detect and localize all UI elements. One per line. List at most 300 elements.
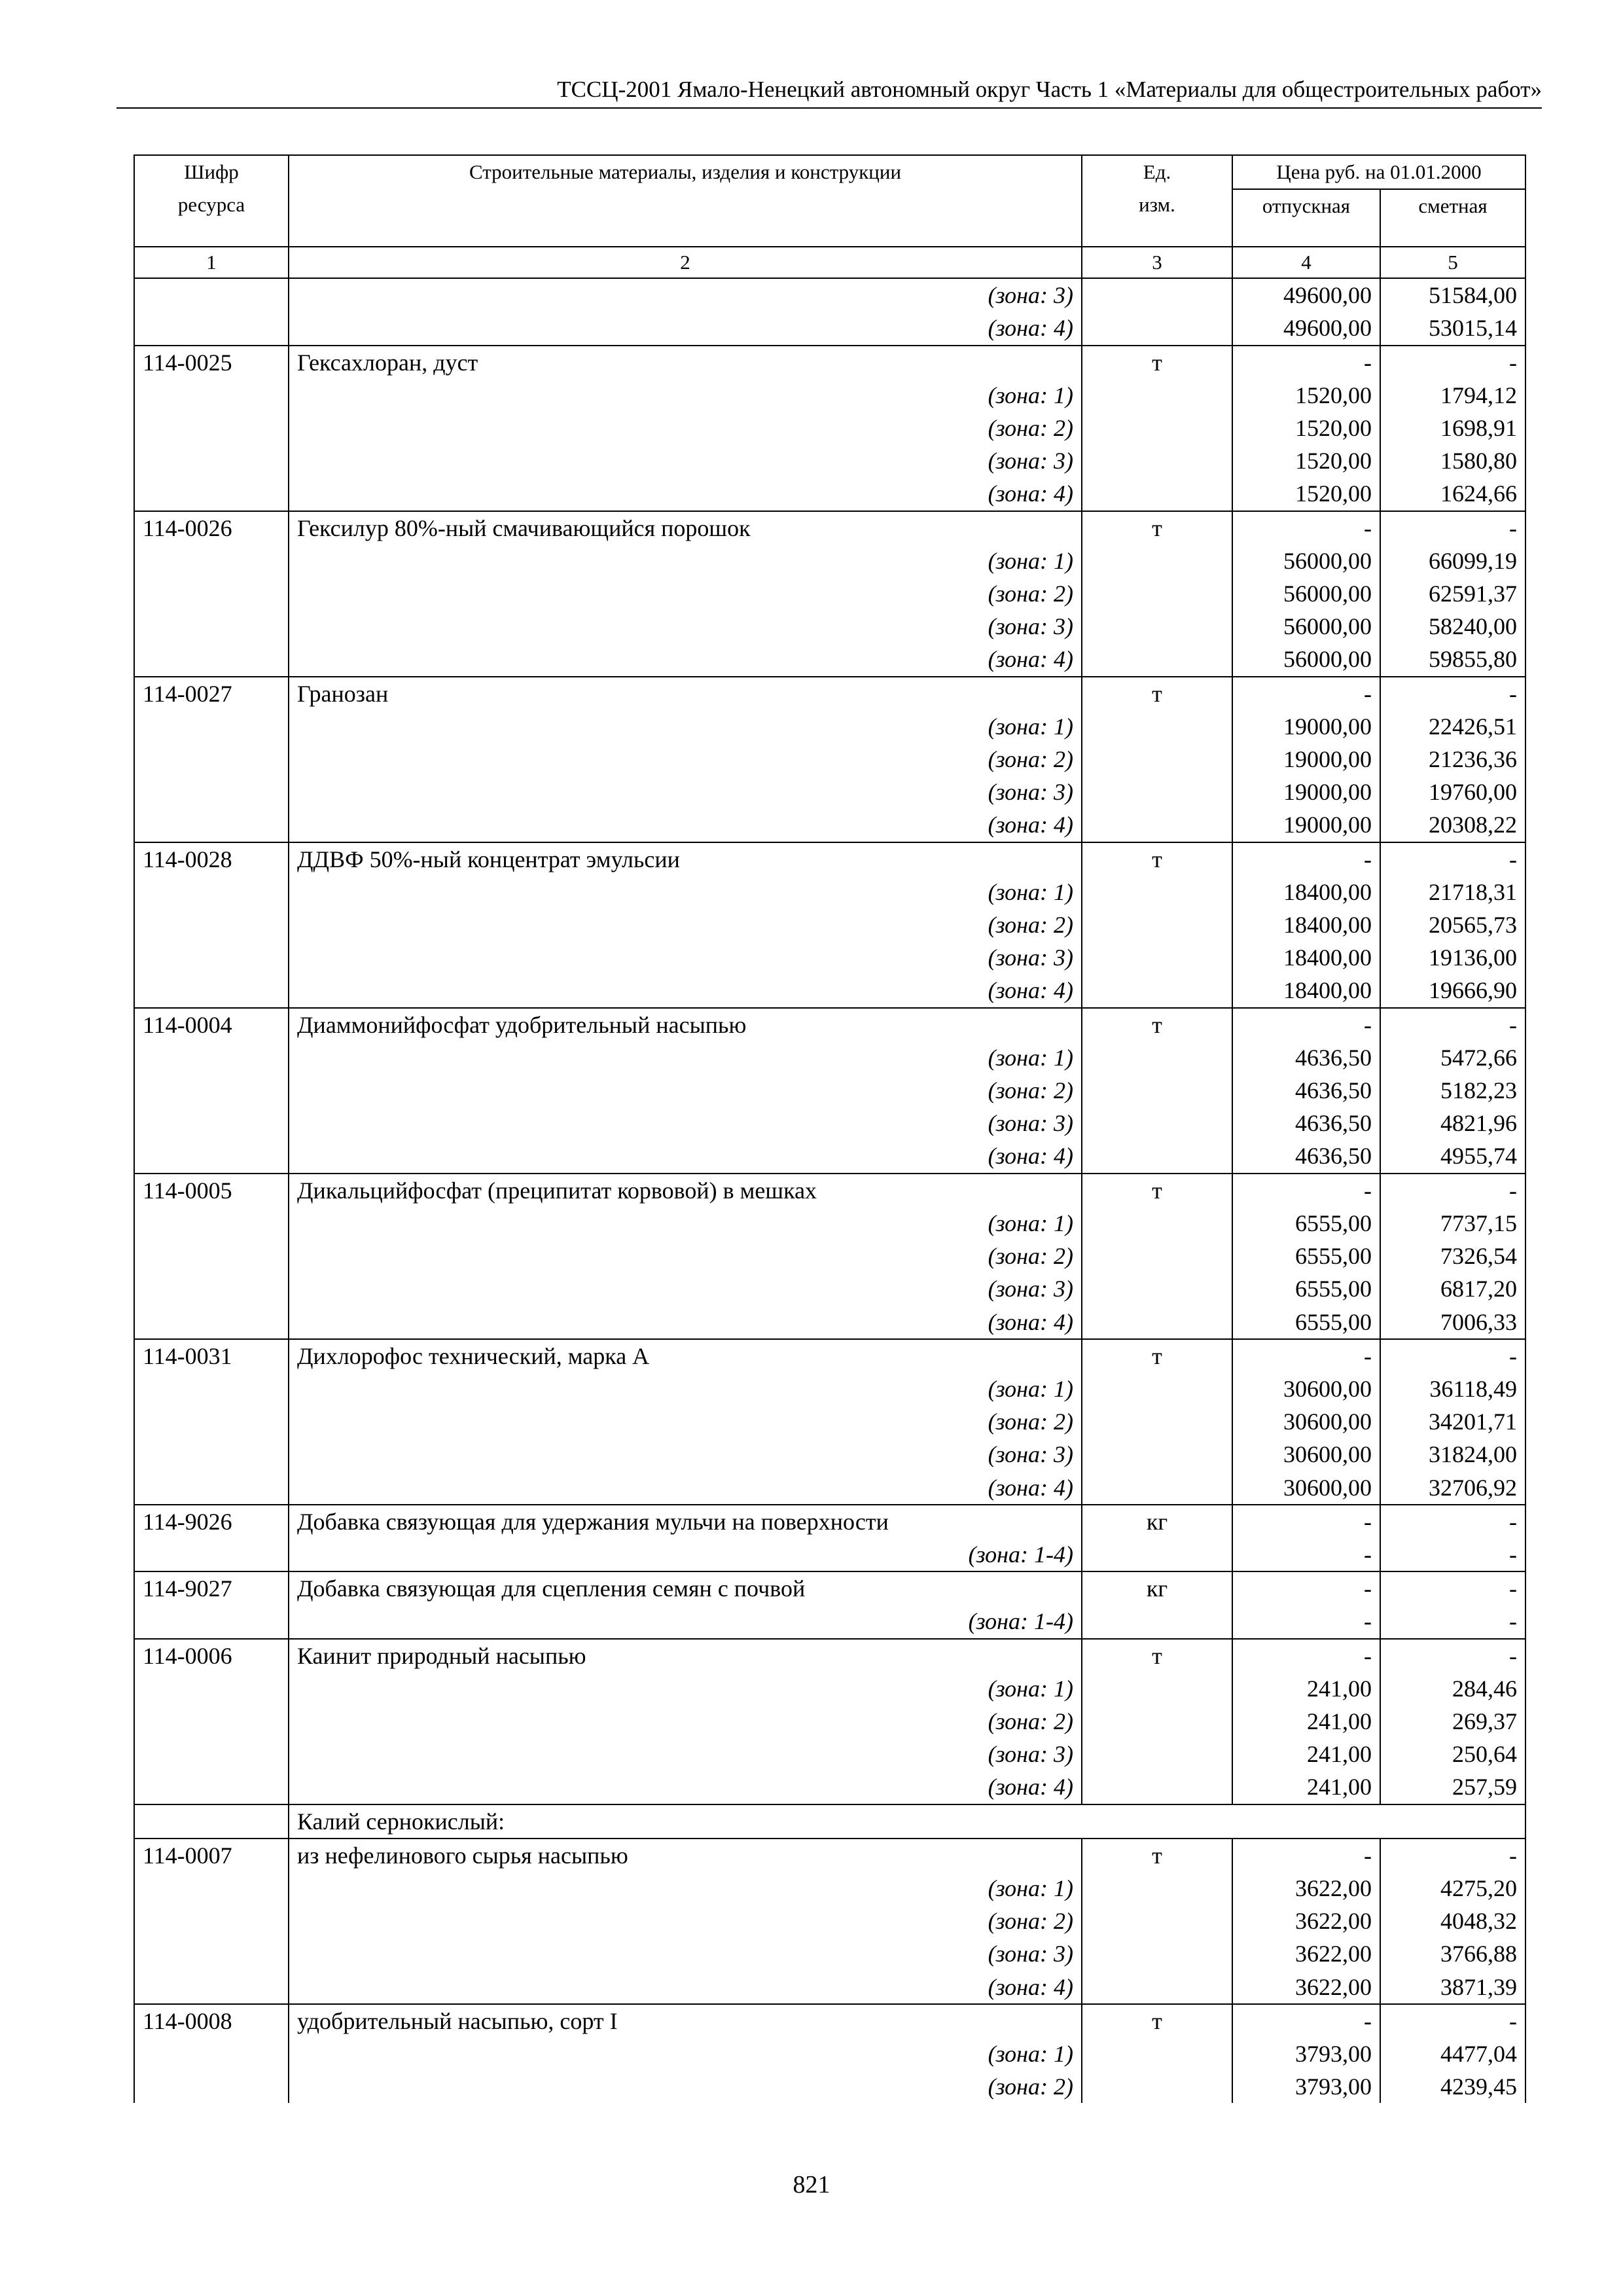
cell-code: 114-0008 [134,2004,289,2037]
table-row [134,412,1525,444]
cell-estimate-price: 4821,96 [1380,1107,1525,1139]
cell-code [134,1306,289,1339]
cell-unit [1082,743,1232,776]
cell-release-price: 56000,00 [1232,577,1380,610]
cell-unit [1082,808,1232,842]
cell-code [134,941,289,974]
cell-code [134,1041,289,1074]
cell-unit [1082,643,1232,676]
table-row [134,1272,1525,1305]
table-row [134,2070,1525,2103]
cell-release-price: - [1232,346,1380,379]
group-title: Калий сернокислый: [289,1804,1525,1839]
table-row [134,941,1525,974]
cell-zone: (зона: 1) [289,379,1082,412]
cell-release-price: 56000,00 [1232,610,1380,643]
cell-estimate-price: - [1380,511,1525,545]
cell-estimate-price: 4048,32 [1380,1905,1525,1937]
table-header [134,155,1525,278]
cell-estimate-price: 22426,51 [1380,710,1525,743]
table-row [134,1438,1525,1471]
cell-unit [1082,379,1232,412]
cell-code [134,1538,289,1571]
cell-release-price: 56000,00 [1232,545,1380,577]
cell-unit [1082,1471,1232,1505]
table-row [134,1107,1525,1139]
cell-zone: (зона: 1) [289,876,1082,908]
table-row [134,1971,1525,2004]
cell-unit [1082,710,1232,743]
cell-code [134,1705,289,1738]
table-row [134,1306,1525,1339]
cell-release-price: - [1232,1174,1380,1207]
cell-zone: (зона: 2) [289,412,1082,444]
cell-unit [1082,545,1232,577]
table-row [134,808,1525,842]
table-row [134,1905,1525,1937]
cell-code: 114-9026 [134,1505,289,1538]
cell-unit [1082,1405,1232,1438]
table-row [134,1008,1525,1041]
cell-estimate-price: 3871,39 [1380,1971,1525,2004]
cell-zone: (зона: 4) [289,1770,1082,1804]
header-code: Шифр ресурса [134,155,289,247]
cell-zone: (зона: 1) [289,1672,1082,1705]
cell-unit [1082,1605,1232,1638]
table-row [134,1041,1525,1074]
cell-code [134,1605,289,1638]
cell-name: Гексахлоран, дуст [289,346,1082,379]
cell-unit [1082,1139,1232,1173]
cell-zone: (зона: 3) [289,278,1082,312]
cell-code [134,876,289,908]
cell-name: Гранозан [289,677,1082,710]
cell-code [134,545,289,577]
cell-estimate-price: 59855,80 [1380,643,1525,676]
cell-unit [1082,1672,1232,1705]
cell-zone: (зона: 4) [289,1971,1082,2004]
cell-unit [1082,1872,1232,1905]
cell-unit [1082,876,1232,908]
cell-estimate-price: 51584,00 [1380,278,1525,312]
cell-code [134,1372,289,1405]
cell-estimate-price: 58240,00 [1380,610,1525,643]
cell-code: 114-0006 [134,1639,289,1672]
cell-release-price: 30600,00 [1232,1372,1380,1405]
cell-estimate-price: 7737,15 [1380,1207,1525,1240]
cell-unit [1082,1770,1232,1804]
cell-unit: т [1082,1639,1232,1672]
cell-unit [1082,1971,1232,2004]
cell-estimate-price: 19760,00 [1380,776,1525,808]
table-row [134,511,1525,545]
cell-name: Дикальцийфосфат (преципитат корвовой) в мешках [289,1174,1082,1207]
cell-release-price: 49600,00 [1232,278,1380,312]
cell-estimate-price: - [1380,1339,1525,1372]
table-row [134,610,1525,643]
cell-name: Каинит природный насыпью [289,1639,1082,1672]
cell-release-price: 4636,50 [1232,1139,1380,1173]
col-number: 5 [1380,247,1525,278]
table-row [134,312,1525,345]
cell-release-price: 6555,00 [1232,1272,1380,1305]
cell-zone: (зона: 2) [289,1705,1082,1738]
cell-zone: (зона: 4) [289,1471,1082,1505]
cell-unit: кг [1082,1571,1232,1605]
cell-unit: т [1082,1008,1232,1041]
table-row [134,1372,1525,1405]
cell-zone: (зона: 3) [289,1107,1082,1139]
cell-zone: (зона: 4) [289,808,1082,842]
cell-zone: (зона: 1-4) [289,1605,1082,1638]
cell-name: Гексилур 80%-ный смачивающийся порошок [289,511,1082,545]
cell-code [134,643,289,676]
cell-estimate-price: 1624,66 [1380,477,1525,511]
cell-code: 114-0026 [134,511,289,545]
table-row [134,577,1525,610]
cell-code [134,610,289,643]
col-number: 3 [1082,247,1232,278]
cell-release-price: 241,00 [1232,1738,1380,1770]
cell-zone: (зона: 1) [289,1872,1082,1905]
cell-unit [1082,1074,1232,1107]
cell-zone: (зона: 3) [289,941,1082,974]
cell-release-price: 19000,00 [1232,808,1380,842]
cell-name: Диаммонийфосфат удобрительный насыпью [289,1008,1082,1041]
table-row [134,677,1525,710]
cell-code [134,1207,289,1240]
cell-estimate-price: 34201,71 [1380,1405,1525,1438]
table-row [134,1839,1525,1872]
cell-zone: (зона: 4) [289,1139,1082,1173]
cell-code [134,1672,289,1705]
cell-unit [1082,1438,1232,1471]
cell-estimate-price: 7326,54 [1380,1240,1525,1272]
table-row [134,643,1525,676]
table-row [134,974,1525,1007]
cell-zone: (зона: 2) [289,908,1082,941]
cell-name: из нефелинового сырья насыпью [289,1839,1082,1872]
cell-code [134,379,289,412]
cell-release-price: - [1232,1605,1380,1638]
cell-code [134,412,289,444]
table-row [134,1672,1525,1705]
cell-zone: (зона: 1) [289,1372,1082,1405]
cell-code [134,808,289,842]
cell-unit [1082,1738,1232,1770]
cell-code [134,710,289,743]
cell-release-price: - [1232,1008,1380,1041]
table-row [134,1571,1525,1605]
cell-code [134,312,289,345]
table-row [134,1339,1525,1372]
cell-estimate-price: - [1380,1605,1525,1638]
table-row [134,743,1525,776]
cell-release-price: 241,00 [1232,1770,1380,1804]
cell-zone: (зона: 3) [289,1937,1082,1970]
cell-estimate-price: 21236,36 [1380,743,1525,776]
cell-estimate-price: - [1380,1639,1525,1672]
cell-code [134,1770,289,1804]
cell-estimate-price: 4275,20 [1380,1872,1525,1905]
cell-estimate-price: - [1380,1174,1525,1207]
cell-release-price: 4636,50 [1232,1074,1380,1107]
cell-code [134,974,289,1007]
cell-estimate-price: 1698,91 [1380,412,1525,444]
table-row [134,1074,1525,1107]
cell-release-price: 19000,00 [1232,776,1380,808]
cell-estimate-price: 21718,31 [1380,876,1525,908]
cell-code [134,1804,289,1839]
cell-unit: т [1082,1174,1232,1207]
cell-release-price: 3793,00 [1232,2037,1380,2070]
table-row [134,1139,1525,1173]
cell-release-price: 1520,00 [1232,444,1380,477]
cell-unit [1082,477,1232,511]
cell-code: 114-0031 [134,1339,289,1372]
table-row [134,1770,1525,1804]
cell-release-price: 3622,00 [1232,1872,1380,1905]
cell-unit [1082,1041,1232,1074]
page-header: ТССЦ-2001 Ямало-Ненецкий автономный округ Часть 1 «Материалы для общестроительных работ» [116,73,1542,109]
table-row [134,1505,1525,1538]
cell-release-price: 18400,00 [1232,908,1380,941]
table-row [134,1937,1525,1970]
cell-estimate-price: 36118,49 [1380,1372,1525,1405]
cell-release-price: - [1232,1339,1380,1372]
table-row [134,1872,1525,1905]
table-row [134,776,1525,808]
cell-code [134,1107,289,1139]
cell-code [134,2070,289,2103]
cell-code [134,1905,289,1937]
cell-unit: т [1082,1339,1232,1372]
table-row [134,710,1525,743]
cell-unit [1082,1272,1232,1305]
cell-zone: (зона: 3) [289,610,1082,643]
table-row [134,876,1525,908]
cell-zone: (зона: 1-4) [289,1538,1082,1571]
cell-estimate-price: 284,46 [1380,1672,1525,1705]
table-row [134,1538,1525,1571]
cell-code [134,1074,289,1107]
cell-estimate-price: 20565,73 [1380,908,1525,941]
cell-estimate-price: - [1380,346,1525,379]
table-body [134,278,1525,2103]
cell-release-price: 19000,00 [1232,710,1380,743]
cell-release-price: 3622,00 [1232,1971,1380,2004]
cell-unit [1082,1240,1232,1272]
cell-code: 114-0004 [134,1008,289,1041]
cell-release-price: 56000,00 [1232,643,1380,676]
table-row [134,1240,1525,1272]
cell-unit [1082,1538,1232,1571]
cell-unit [1082,412,1232,444]
table-row [134,1605,1525,1638]
cell-code: 114-0007 [134,1839,289,1872]
cell-zone: (зона: 4) [289,477,1082,511]
table-row [134,1738,1525,1770]
header-price: Цена руб. на 01.01.2000 [1232,155,1525,189]
cell-name: ДДВФ 50%-ный концентрат эмульсии [289,842,1082,876]
cell-release-price: - [1232,1839,1380,1872]
cell-estimate-price: 257,59 [1380,1770,1525,1804]
cell-release-price: - [1232,1505,1380,1538]
cell-code [134,1971,289,2004]
table-row [134,2037,1525,2070]
cell-estimate-price: - [1380,2004,1525,2037]
cell-unit: т [1082,2004,1232,2037]
header-unit: Ед. изм. [1082,155,1232,247]
table-row [134,2004,1525,2037]
cell-unit: т [1082,677,1232,710]
cell-zone: (зона: 1) [289,2037,1082,2070]
cell-estimate-price: 4955,74 [1380,1139,1525,1173]
cell-zone: (зона: 3) [289,1272,1082,1305]
cell-zone: (зона: 4) [289,643,1082,676]
cell-code [134,444,289,477]
table-row [134,1705,1525,1738]
cell-unit [1082,1372,1232,1405]
table-row [134,842,1525,876]
cell-unit [1082,1937,1232,1970]
cell-release-price: 241,00 [1232,1705,1380,1738]
cell-code [134,1738,289,1770]
cell-unit: кг [1082,1505,1232,1538]
cell-release-price: - [1232,1571,1380,1605]
cell-release-price: 30600,00 [1232,1438,1380,1471]
cell-code [134,1471,289,1505]
cell-code [134,1438,289,1471]
cell-unit: т [1082,1839,1232,1872]
cell-name: Добавка связующая для сцепления семян с почвой [289,1571,1082,1605]
cell-release-price: 4636,50 [1232,1107,1380,1139]
cell-unit: т [1082,842,1232,876]
cell-release-price: 49600,00 [1232,312,1380,345]
cell-code [134,2037,289,2070]
cell-estimate-price: - [1380,842,1525,876]
cell-estimate-price: - [1380,1538,1525,1571]
cell-estimate-price: 19666,90 [1380,974,1525,1007]
cell-zone: (зона: 1) [289,710,1082,743]
cell-unit [1082,1705,1232,1738]
cell-release-price: 241,00 [1232,1672,1380,1705]
cell-release-price: - [1232,511,1380,545]
cell-estimate-price: 7006,33 [1380,1306,1525,1339]
cell-code [134,743,289,776]
cell-zone: (зона: 2) [289,2070,1082,2103]
cell-unit [1082,1107,1232,1139]
table-row [134,1471,1525,1505]
cell-code: 114-0027 [134,677,289,710]
cell-release-price: 30600,00 [1232,1405,1380,1438]
cell-estimate-price: 3766,88 [1380,1937,1525,1970]
cell-zone: (зона: 1) [289,1041,1082,1074]
cell-unit [1082,1905,1232,1937]
page-number: 821 [793,2171,830,2198]
cell-release-price: 4636,50 [1232,1041,1380,1074]
cell-release-price: 6555,00 [1232,1306,1380,1339]
cell-code [134,1937,289,1970]
cell-release-price: 3793,00 [1232,2070,1380,2103]
header-estimate-price: сметная [1380,189,1525,247]
cell-zone: (зона: 2) [289,1240,1082,1272]
cell-unit [1082,278,1232,312]
table-row [134,1639,1525,1672]
cell-release-price: 3622,00 [1232,1937,1380,1970]
cell-zone: (зона: 3) [289,1438,1082,1471]
cell-release-price: - [1232,842,1380,876]
table-row [134,444,1525,477]
cell-release-price: - [1232,1639,1380,1672]
cell-estimate-price: 1580,80 [1380,444,1525,477]
cell-code [134,908,289,941]
cell-unit [1082,577,1232,610]
cell-release-price: - [1232,2004,1380,2037]
cell-code [134,477,289,511]
cell-estimate-price: - [1380,1571,1525,1605]
table-row [134,1207,1525,1240]
table-row [134,1804,1525,1839]
cell-release-price: 1520,00 [1232,412,1380,444]
cell-estimate-price: 31824,00 [1380,1438,1525,1471]
cell-name: удобрительный насыпью, сорт I [289,2004,1082,2037]
cell-unit [1082,941,1232,974]
cell-zone: (зона: 4) [289,312,1082,345]
cell-release-price: 30600,00 [1232,1471,1380,1505]
cell-release-price: 6555,00 [1232,1240,1380,1272]
cell-zone: (зона: 1) [289,1207,1082,1240]
cell-unit [1082,776,1232,808]
table-row [134,379,1525,412]
cell-code [134,1240,289,1272]
header-release-price: отпускная [1232,189,1380,247]
cell-release-price: 19000,00 [1232,743,1380,776]
cell-zone: (зона: 4) [289,1306,1082,1339]
cell-estimate-price: 1794,12 [1380,379,1525,412]
cell-code [134,1272,289,1305]
table-row [134,477,1525,511]
cell-zone: (зона: 2) [289,743,1082,776]
cell-estimate-price: 4477,04 [1380,2037,1525,2070]
cell-code [134,1872,289,1905]
table-row [134,1405,1525,1438]
cell-unit: т [1082,511,1232,545]
cell-release-price: 6555,00 [1232,1207,1380,1240]
cell-estimate-price: 20308,22 [1380,808,1525,842]
cell-estimate-price: 250,64 [1380,1738,1525,1770]
cell-code [134,776,289,808]
cell-estimate-price: - [1380,677,1525,710]
cell-code: 114-0005 [134,1174,289,1207]
cell-release-price: - [1232,677,1380,710]
cell-unit [1082,908,1232,941]
cell-name: Добавка связующая для удержания мульчи на поверхности [289,1505,1082,1538]
cell-unit [1082,1207,1232,1240]
cell-estimate-price: - [1380,1839,1525,1872]
col-number: 1 [134,247,289,278]
cell-code: 114-0028 [134,842,289,876]
table-row [134,545,1525,577]
cell-unit [1082,312,1232,345]
cell-release-price: 18400,00 [1232,941,1380,974]
cell-code [134,1405,289,1438]
cell-zone: (зона: 1) [289,545,1082,577]
cell-code [134,278,289,312]
cell-release-price: 18400,00 [1232,974,1380,1007]
table-row [134,346,1525,379]
cell-release-price: 3622,00 [1232,1905,1380,1937]
